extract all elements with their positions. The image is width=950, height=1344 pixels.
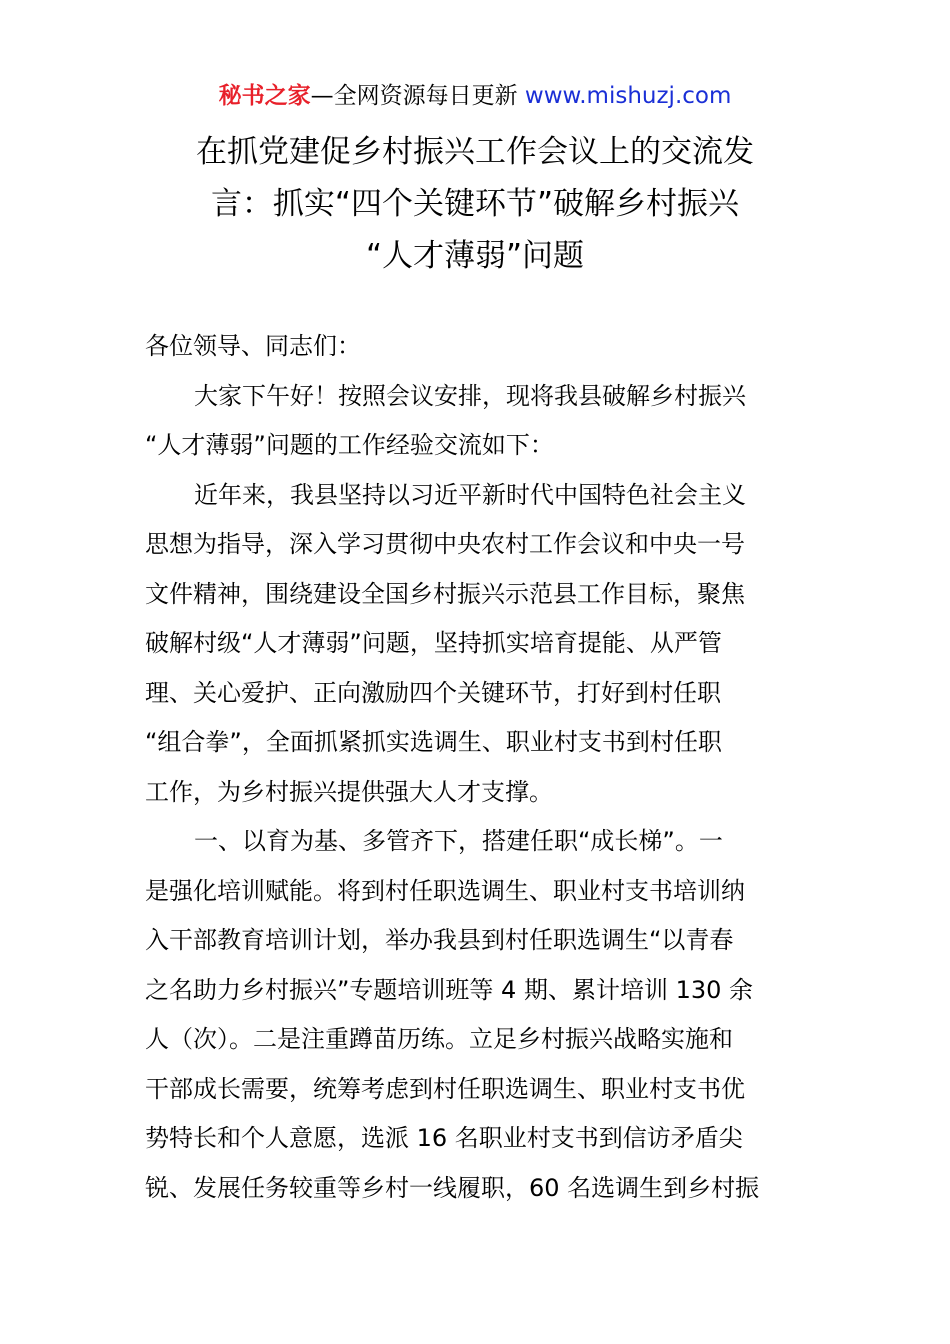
document-title: [145, 126, 805, 282]
body-line: 工作，为乡村振兴提供强大人才支撑。: [145, 777, 553, 806]
site-brand: 秘书之家: [218, 83, 311, 109]
body-line: 文件精神，围绕建设全国乡村振兴示范县工作目标，聚焦: [145, 579, 745, 608]
body-line: 是强化培训赋能。将到村任职选调生、职业村支书培训纳: [145, 876, 745, 905]
body-line: 各位领导、同志们：: [145, 332, 361, 360]
site-header: [0, 80, 950, 112]
body-line: “组合拳”，全面抓紧抓实选调生、职业村支书到村任职: [145, 728, 722, 756]
body-line: “人才薄弱”问题的工作经验交流如下：: [145, 431, 554, 459]
body-line: 势特长和个人意愿，选派 16 名职业村支书到信访矛盾尖: [145, 1124, 743, 1152]
body-line: 锐、发展任务较重等乡村一线履职，60 名选调生到乡村振: [145, 1173, 760, 1202]
title-line: 言：抓实“四个关键环节”破解乡村振兴: [210, 186, 740, 222]
body-line: 一、以育为基、多管齐下，搭建任职“成长梯”。一: [194, 827, 723, 855]
title-line: “人才薄弱”问题: [365, 238, 585, 274]
body-line: 近年来，我县坚持以习近平新时代中国特色社会主义: [194, 480, 746, 509]
body-line: 干部成长需要，统筹考虑到村任职选调生、职业村支书优: [145, 1074, 745, 1103]
title-line: 在抓党建促乡村振兴工作会议上的交流发: [196, 134, 754, 170]
body-line: 思想为指导，深入学习贯彻中央农村工作会议和中央一号: [145, 530, 745, 558]
site-url[interactable]: www.mishuzj.com: [524, 83, 732, 109]
document-body: [145, 322, 807, 1213]
body-line: 大家下午好！按照会议安排，现将我县破解乡村振兴: [194, 381, 746, 410]
site-tagline: —全网资源每日更新: [310, 83, 518, 109]
body-line: 入干部教育培训计划，举办我县到村任职选调生“以青春: [145, 926, 734, 954]
body-line: 人（次）。二是注重蹲苗历练。立足乡村振兴战略实施和: [145, 1025, 733, 1053]
body-line: 理、关心爱护、正向激励四个关键环节，打好到村任职: [145, 678, 721, 707]
body-line: 破解村级“人才薄弱”问题，坚持抓实培育提能、从严管: [145, 629, 722, 657]
body-line: 之名助力乡村振兴”专题培训班等 4 期、累计培训 130 余: [145, 975, 754, 1004]
